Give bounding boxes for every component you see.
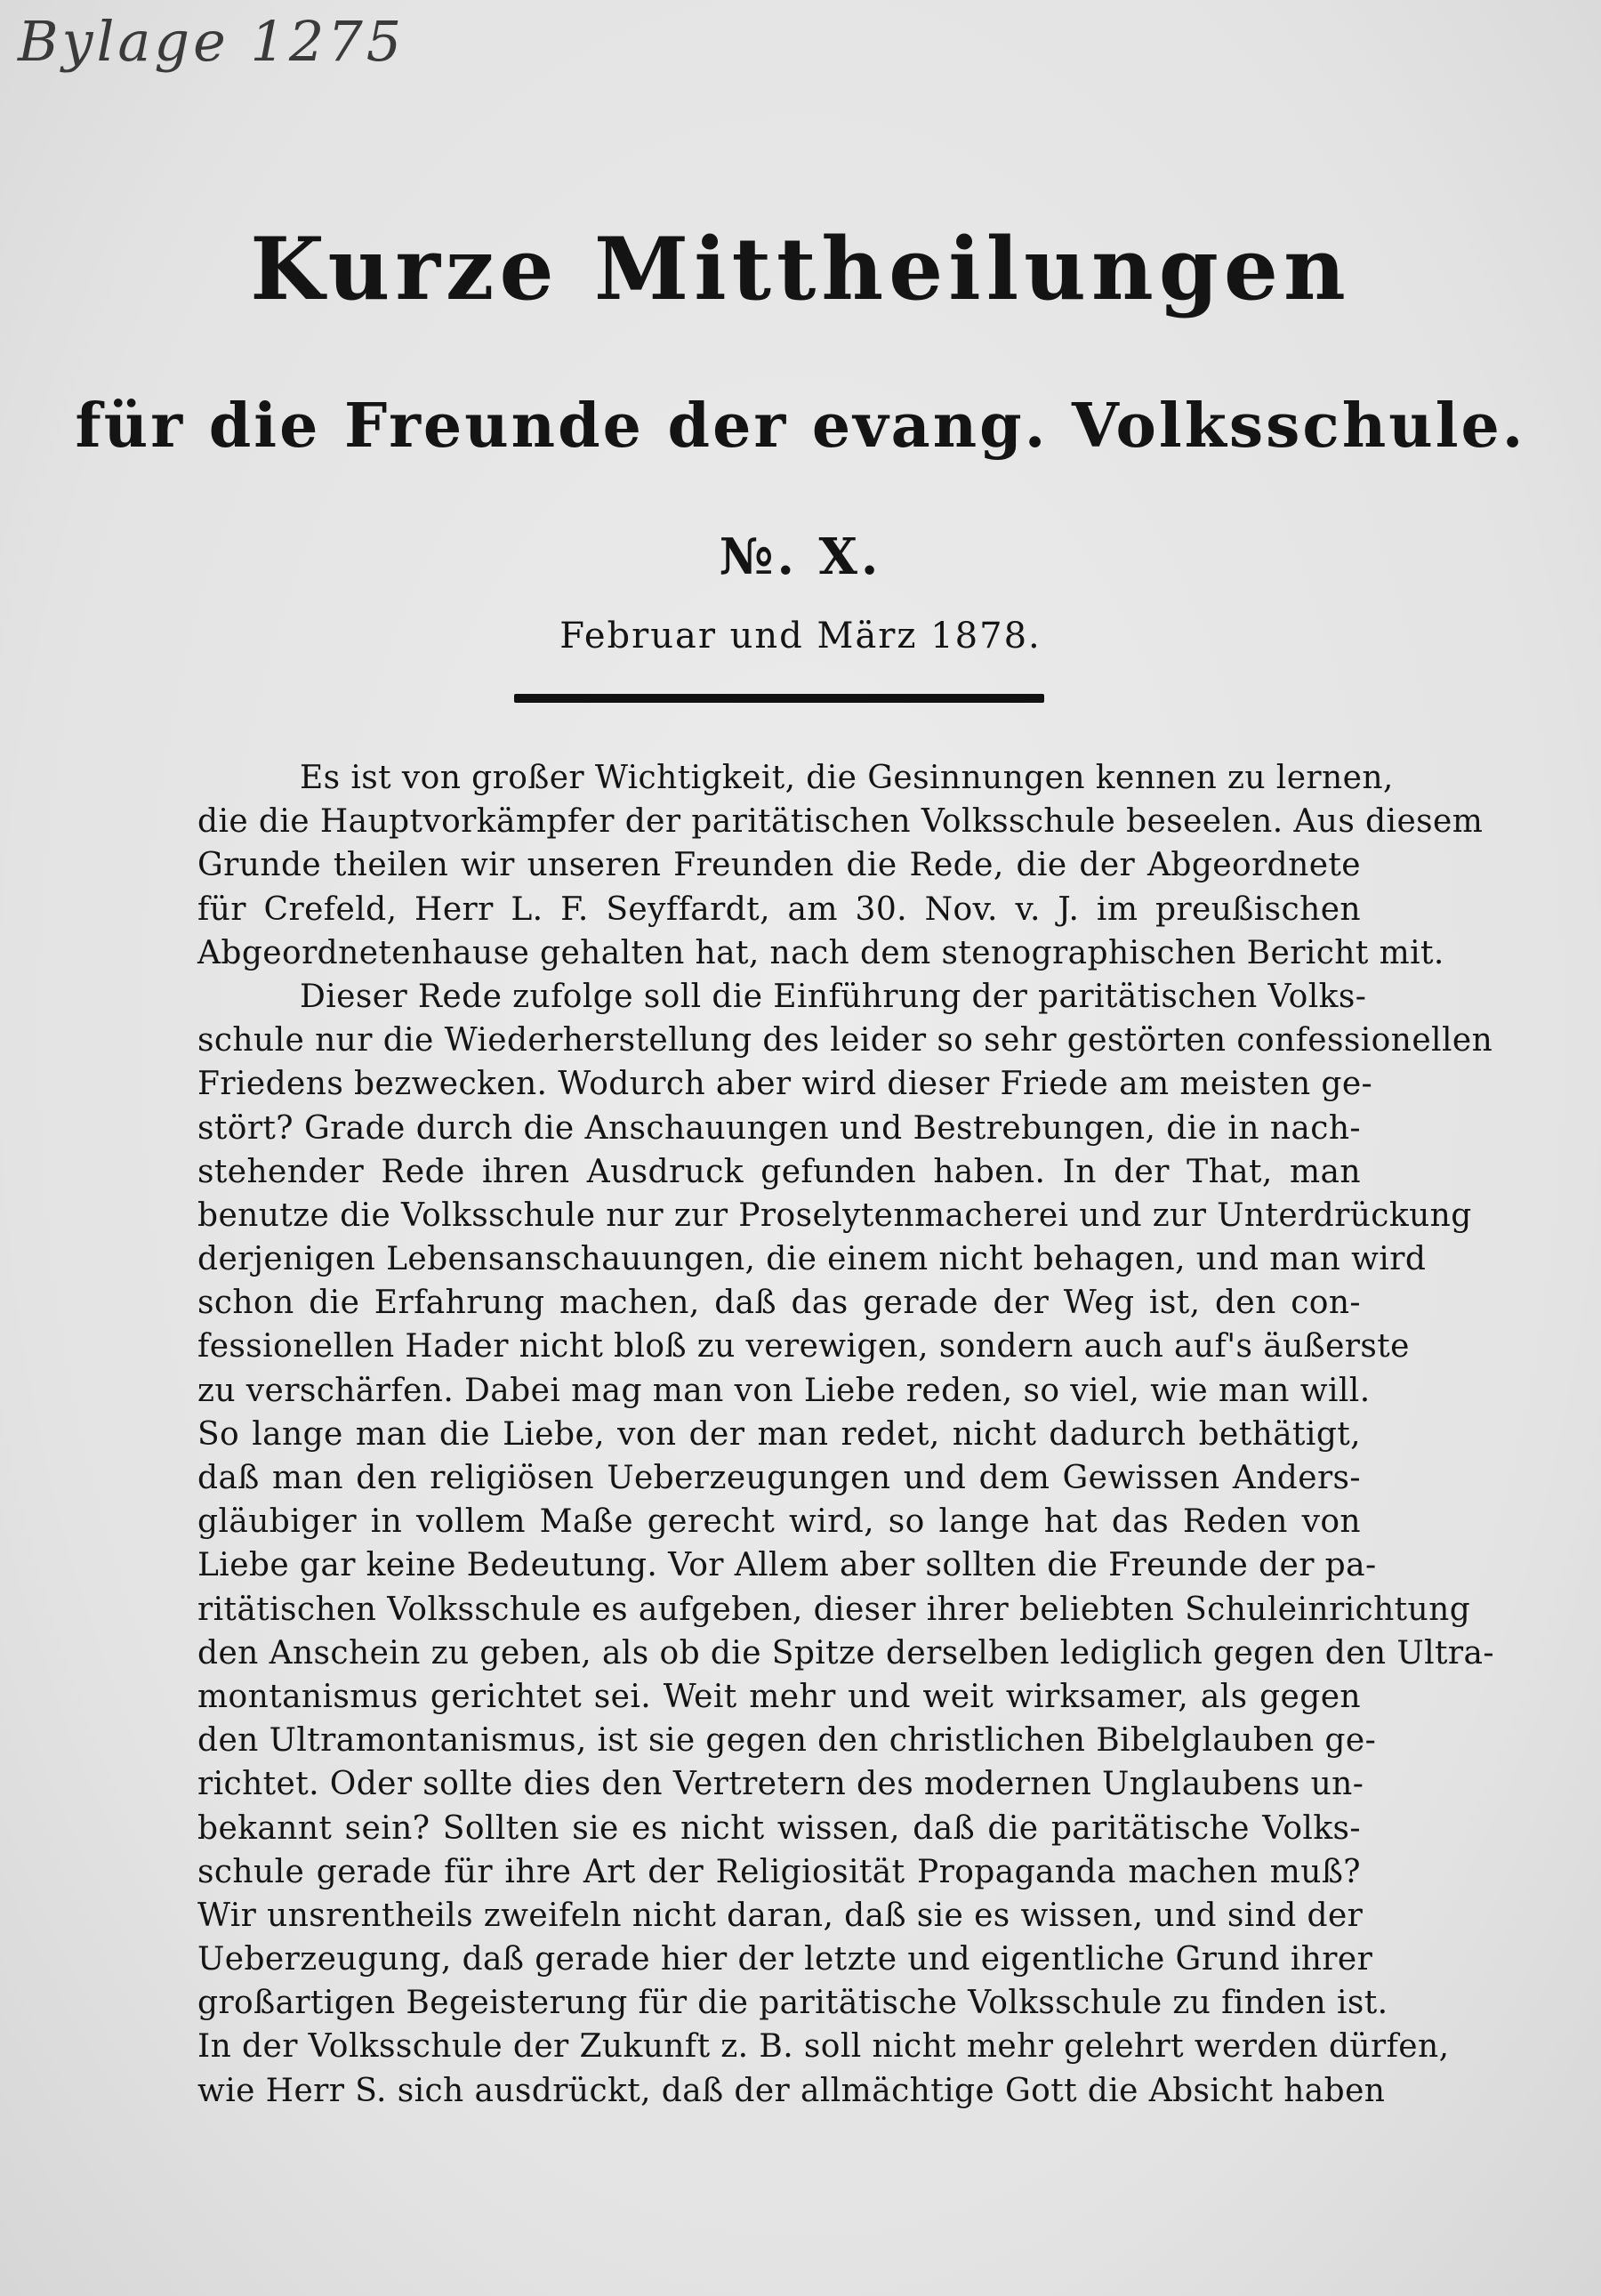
issue-date: Februar und März 1878.	[559, 616, 1042, 657]
body-line: richtet. Oder sollte dies den Vertretern des modernen Unglaubens un-	[197, 1766, 1364, 1803]
body-line: ritätischen Volksschule es aufgeben, dieser ihrer beliebten Schuleinrichtung	[197, 1591, 1471, 1628]
body-line: gläubiger in vollem Maße gerecht wird, so lange hat das Reden von	[197, 1503, 1361, 1541]
body-line: In der Volksschule der Zukunft z. B. soll nicht mehr gelehrt werden dürfen,	[197, 2028, 1450, 2066]
body-line: wie Herr S. sich ausdrückt, daß der allmächtige Gott die Absicht haben	[197, 2072, 1386, 2109]
body-line: fessionellen Hader nicht bloß zu verewigen, sondern auch auf's äußerste	[197, 1328, 1410, 1366]
body-line: für Crefeld, Herr L. F. Seyffardt, am 30. Nov. v. J. im preußischen	[197, 890, 1361, 928]
body-line: stört? Grade durch die Anschauungen und Bestrebungen, die in nach-	[197, 1109, 1361, 1147]
body-line: die die Hauptvorkämpfer der paritätischen Volksschule beseelen. Aus diesem	[197, 803, 1484, 841]
body-line: Liebe gar keine Bedeutung. Vor Allem aber sollten die Freunde der pa-	[197, 1547, 1377, 1584]
body-line: Ueberzeugung, daß gerade hier der letzte und eigentliche Grund ihrer	[197, 1941, 1373, 1978]
body-line: benutze die Volksschule nur zur Proselytenmacherei und zur Unterdrückung	[197, 1196, 1472, 1234]
document-title: Kurze Mittheilungen	[250, 219, 1351, 319]
body-line: bekannt sein? Sollten sie es nicht wissen, daß die paritätische Volks-	[197, 1809, 1361, 1847]
handwritten-annotation	[18, 9, 427, 107]
body-line: Dieser Rede zufolge soll die Einführung der paritätischen Volks-	[300, 978, 1367, 1015]
body-line: daß man den religiösen Ueberzeugungen und dem Gewissen Anders-	[197, 1460, 1361, 1496]
body-text	[197, 756, 1494, 2113]
body-line: schon die Erfahrung machen, daß das gerade der Weg ist, den con-	[197, 1285, 1361, 1322]
header-divider	[514, 694, 1044, 703]
body-line: So lange man die Liebe, von der man redet, nicht dadurch bethätigt,	[197, 1415, 1361, 1453]
issue-number: №. X.	[719, 528, 882, 586]
document-subtitle: für die Freunde der evang. Volksschule.	[75, 391, 1526, 462]
body-line: Es ist von großer Wichtigkeit, die Gesinnungen kennen zu lernen,	[300, 760, 1394, 796]
body-line: schule nur die Wiederherstellung des leider so sehr gestörten confessionellen	[197, 1022, 1493, 1059]
body-line: Abgeordnetenhause gehalten hat, nach dem stenographischen Bericht mit.	[197, 934, 1444, 971]
body-line: den Anschein zu geben, als ob die Spitze derselben lediglich gegen den Ultra-	[197, 1634, 1494, 1672]
body-line: den Ultramontanismus, ist sie gegen den christlichen Bibelglauben ge-	[197, 1722, 1377, 1760]
body-line: derjenigen Lebensanschauungen, die einem nicht behagen, und man wird	[197, 1241, 1427, 1278]
body-line: Grunde theilen wir unseren Freunden die Rede, die der Abgeordnete	[197, 847, 1361, 884]
body-line: großartigen Begeisterung für die paritätische Volksschule zu finden ist.	[197, 1985, 1388, 2022]
body-line: Wir unsrentheils zweifeln nicht daran, daß sie es wissen, und sind der	[197, 1897, 1364, 1934]
body-line: Friedens bezwecken. Wodurch aber wird dieser Friede am meisten ge-	[197, 1066, 1373, 1103]
body-line: stehender Rede ihren Ausdruck gefunden haben. In der That, man	[197, 1153, 1361, 1190]
body-line: schule gerade für ihre Art der Religiosität Propaganda machen muß?	[197, 1853, 1361, 1890]
body-line: zu verschärfen. Dabei mag man von Liebe reden, so viel, wie man will.	[197, 1372, 1371, 1409]
body-line: montanismus gerichtet sei. Weit mehr und weit wirksamer, als gegen	[197, 1678, 1361, 1715]
annotation-text: Bylage 1275	[18, 9, 406, 74]
